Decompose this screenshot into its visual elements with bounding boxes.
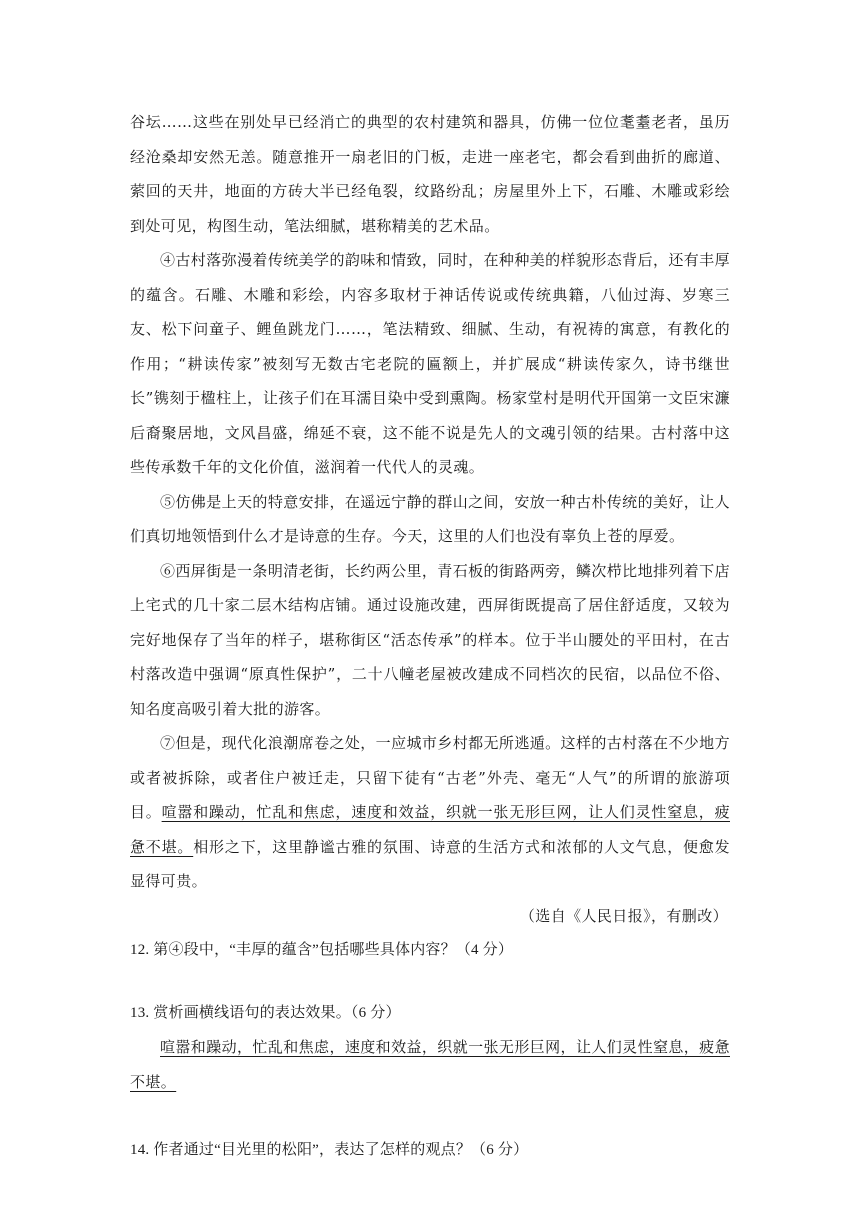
reading-passage [130,105,730,1168]
question-13: 13. 赏析画横线语句的表达效果。（6 分） [130,1004,401,1021]
question-13-quote [130,1030,730,1099]
paragraph-5: ⑤仿佛是上天的特意安排，在遥远宁静的群山之间，安放一种古朴传统的美好，让人们真切地领悟到什么才是诗意的生存。今天，这里的人们也没有辜负上苍的厚爱。 [130,492,730,545]
answer-space-13 [130,1099,730,1133]
paragraph-7 [130,726,730,899]
answer-space-12 [130,968,730,996]
paragraph-7-ending: 相形之下，这里静谧古雅的氛围、诗意的生活方式和浓郁的人文气息，便愈发显得可贵。 [130,837,730,890]
source-citation: （选自《人民日报》，有删改） [519,906,728,925]
underlined-sentence: 喧嚣和躁动，忙乱和焦虑，速度和效益，织就一张无形巨网，让人们灵性窒息，疲惫不堪。 [130,803,730,856]
quoted-underlined-sentence: 喧嚣和躁动，忙乱和焦虑，速度和效益，织就一张无形巨网，让人们灵性窒息，疲惫不堪。 [130,1038,730,1091]
paragraph-7-text: ⑦但是，现代化浪潮席卷之处，一应城市乡村都无所逃遁。这样的古村落在不少地方或者被拆除，或者住户被迁走，只留下徒有“古老”外壳、毫无“人气”的所谓的旅游项目。 [130,734,730,821]
question-14: 14. 作者通过“目光里的松阳”，表达了怎样的观点？（6 分） [130,1142,529,1158]
paragraph-6: ⑥西屏街是一条明清老街，长约两公里，青石板的街路两旁，鳞次栉比地排列着下店上宅式的几十家二层木结构店铺。通过设施改建，西屏街既提高了居住舒适度，又较为完好地保存了当年的样子，堪称街区“活态传承”的样本。位于半山腰处的平田村，在古村落改造中强调“原真性保护”，二十八幢老屋被改建成不同档次的民宿，以品位不俗、知名度高吸引着大批的游客。 [130,561,730,718]
question-12: 12. 第④段中，“丰厚的蕴含”包括哪些具体内容？（4 分） [130,942,514,958]
paragraph-3-continued: 谷坛……这些在别处早已经消亡的典型的农村建筑和器具，仿佛一位位耄耋老者，虽历经沧桑却安然无恙。随意推开一扇老旧的门板，走进一座老宅，都会看到曲折的廊道、萦回的天井，地面的方砖大半已经龟裂，纹路纷乱；房屋里外上下，石雕、木雕或彩绘到处可见，构图生动，笔法细腻，堪称精美的艺术品。 [130,113,730,235]
paragraph-4: ④古村落弥漫着传统美学的韵味和情致，同时，在种种美的样貌形态背后，还有丰厚的蕴含。石雕、木雕和彩绘，内容多取材于神话传说或传统典籍，八仙过海、岁寒三友、松下问童子、鲤鱼跳龙门……，笔法精致、细腻、生动，有祝祷的寓意，有教化的作用；“耕读传家”被刻写无数古宅老院的匾额上，并扩展成“耕读传家久，诗书继世长”镌刻于楹柱上，让孩子们在耳濡目染中受到熏陶。杨家堂村是明代开国第一文臣宋濂后裔聚居地，文风昌盛，绵延不衰，这不能不说是先人的文魂引领的结果。古村落中这些传承数千年的文化价值，滋润着一代代人的灵魂。 [130,251,730,476]
